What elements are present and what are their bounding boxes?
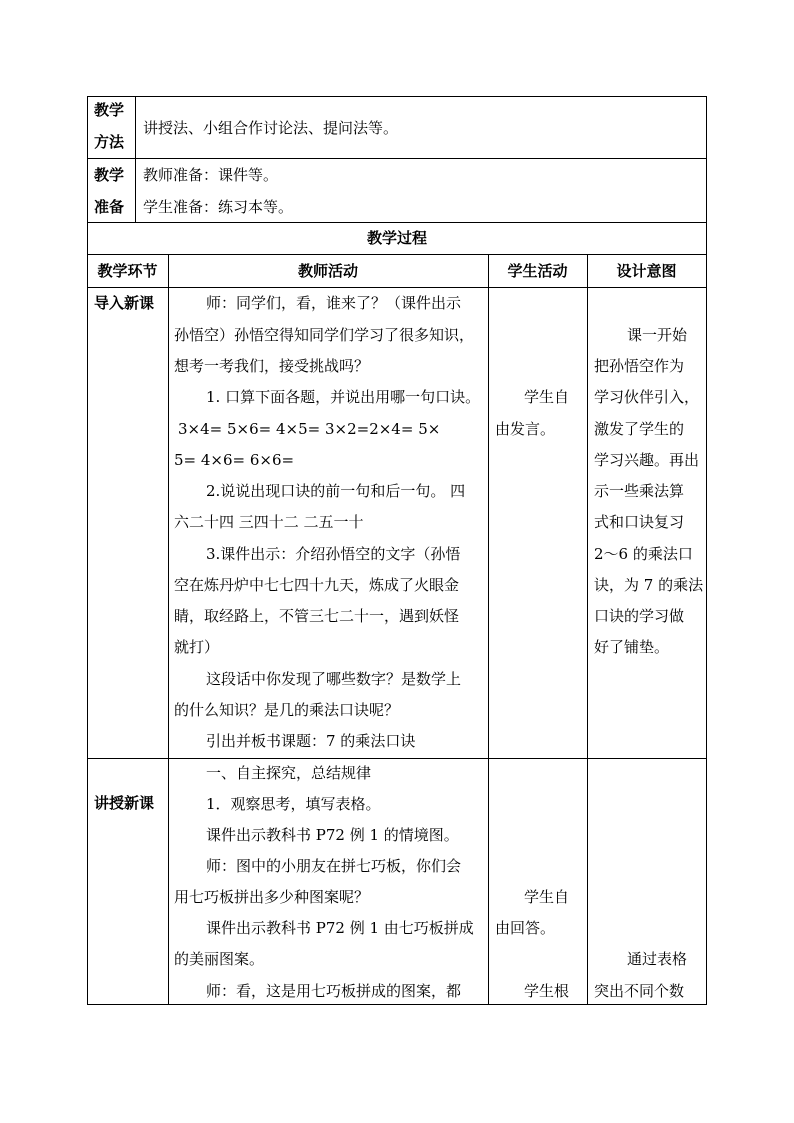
section1-stage: 导入新课 <box>94 294 155 312</box>
text-line: 的什么知识？是几的乘法口诀呢？ <box>174 701 400 719</box>
text-line: 课件出示教科书 P72 例 1 由七巧板拼成 <box>206 919 474 937</box>
text-line: 孙悟空）孙悟空得知同学们学习了很多知识， <box>174 326 475 344</box>
text-line: 学习兴趣。再出 <box>594 451 700 469</box>
text-line: 课一开始 <box>627 326 688 344</box>
text-line: 3×4= 5×6= 4×5= 3×2=2×4= 5× <box>178 420 441 438</box>
text-line: 激发了学生的 <box>594 420 685 438</box>
text-line: 的美丽图案。 <box>174 950 265 968</box>
text-line: 想考一考我们，接受挑战吗？ <box>174 357 370 375</box>
text-line: 课件出示教科书 P72 例 1 的情境图。 <box>206 826 459 844</box>
table-border-top <box>87 96 707 97</box>
row-divider <box>87 254 707 255</box>
header-student: 学生活动 <box>507 262 568 280</box>
process-title: 教学过程 <box>366 229 427 247</box>
text-line: 一、自主探究，总结规律 <box>206 764 372 782</box>
prep-label-2: 准备 <box>94 198 125 216</box>
header-teacher: 教师活动 <box>297 262 358 280</box>
row-divider <box>87 287 707 288</box>
method-label-1: 教学 <box>94 101 125 119</box>
text-line: 由回答。 <box>495 919 556 937</box>
text-line: 2～6 的乘法口 <box>594 545 693 563</box>
text-line: 好了铺垫。 <box>594 638 670 656</box>
text-line: 六二十四 三四十二 二五一十 <box>174 513 364 531</box>
text-line: 师：同学们，看，谁来了？（课件出示 <box>206 294 462 312</box>
text-line: 式和口诀复习 <box>594 513 685 531</box>
text-line: 通过表格 <box>627 950 688 968</box>
text-line: 这段话中你发现了哪些数字？是数学上 <box>206 670 462 688</box>
row-divider <box>87 158 707 159</box>
text-line: 示一些乘法算 <box>594 482 685 500</box>
text-line: 2.说说出现口诀的前一句和后一句。 四 <box>206 482 466 500</box>
text-line: 师：图中的小朋友在拼七巧板，你们会 <box>206 857 462 875</box>
column-divider <box>587 254 588 1005</box>
prep-student: 学生准备：练习本等。 <box>143 198 294 216</box>
text-line: 空在炼丹炉中七七四十九天，炼成了火眼金 <box>174 576 460 594</box>
text-line: 诀，为 7 的乘法 <box>594 576 704 594</box>
text-line: 学生根 <box>524 982 570 1000</box>
column-divider <box>488 254 489 1005</box>
method-text: 讲授法、小组合作讨论法、提问法等。 <box>143 119 399 137</box>
row-divider <box>87 758 707 759</box>
text-line: 突出不同个数 <box>594 982 685 1000</box>
row-divider <box>87 222 707 223</box>
table-border-bottom <box>87 1004 707 1005</box>
text-line: 学习伙伴引入， <box>594 388 700 406</box>
column-divider <box>168 254 169 1005</box>
text-line: 把孙悟空作为 <box>594 357 685 375</box>
header-intent: 设计意图 <box>616 262 677 280</box>
text-line: 师：看，这是用七巧板拼成的图案，都 <box>206 982 462 1000</box>
text-line: 引出并板书课题：7 的乘法口诀 <box>206 732 416 750</box>
method-label-2: 方法 <box>94 133 125 151</box>
header-stage: 教学环节 <box>97 262 158 280</box>
section2-stage: 讲授新课 <box>94 794 155 812</box>
prep-label-1: 教学 <box>94 166 125 184</box>
text-line: 用七巧板拼出多少种图案呢？ <box>174 888 370 906</box>
text-line: 口诀的学习做 <box>594 607 685 625</box>
text-line: 学生自 <box>524 888 570 906</box>
column-divider <box>135 96 136 223</box>
text-line: 3.课件出示：介绍孙悟空的文字（孙悟 <box>206 545 461 563</box>
text-line: 睛，取经路上，不管三七二十一，遇到妖怪 <box>174 607 460 625</box>
text-line: 就打） <box>174 638 220 656</box>
text-line: 学生自 <box>524 388 570 406</box>
text-line: 由发言。 <box>495 420 556 438</box>
prep-teacher: 教师准备：课件等。 <box>143 166 279 184</box>
text-line: 1. 口算下面各题，并说出用哪一句口诀。 <box>206 388 481 406</box>
text-line: 5= 4×6= 6×6= <box>174 451 295 469</box>
text-line: 1．观察思考，填写表格。 <box>206 795 381 813</box>
